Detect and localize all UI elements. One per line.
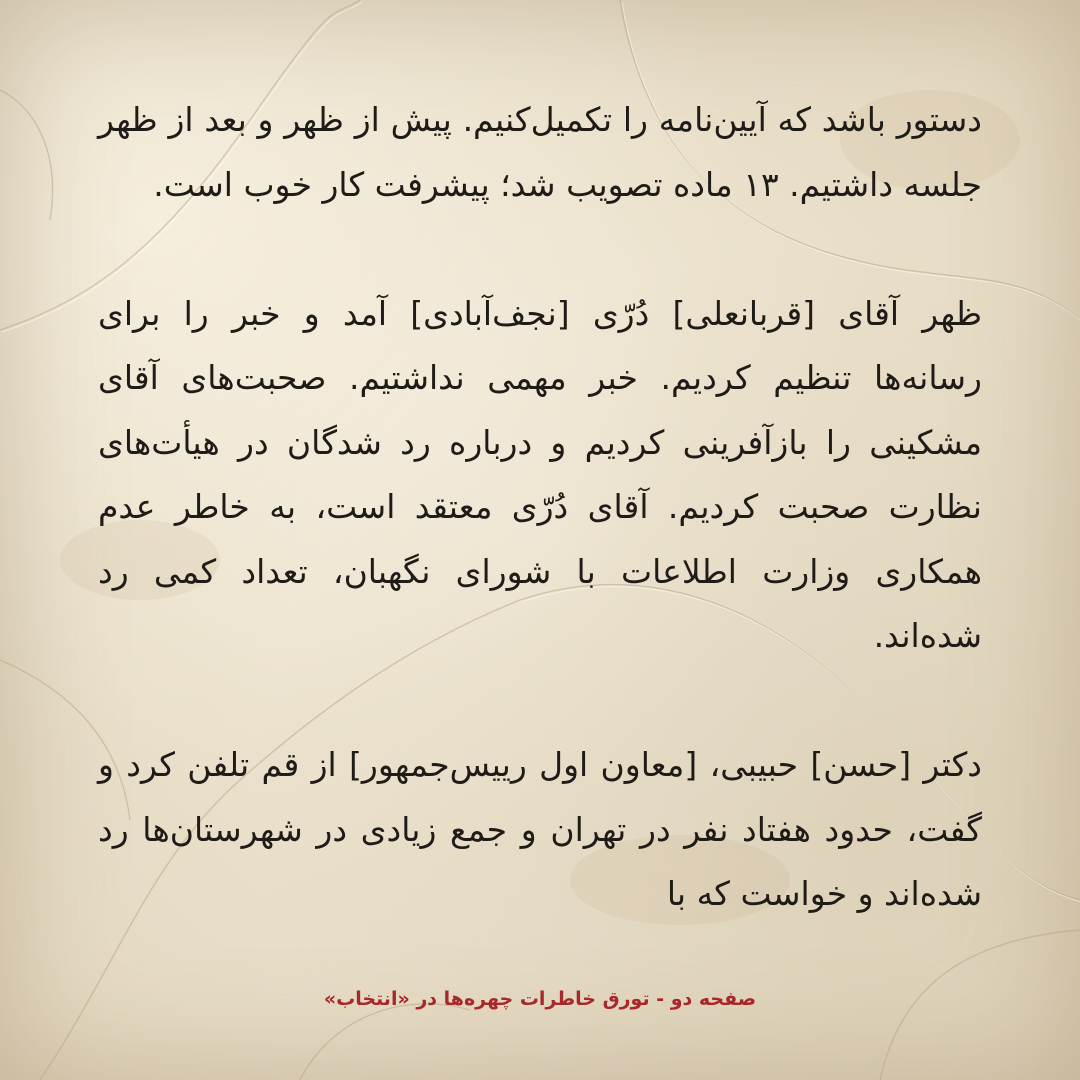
paragraph-1: دستور باشد که آیین‌نامه را تکمیل‌کنیم. پیش از ظهر و بعد از ظهر جلسه داشتیم. ۱۳ ماده تصویب شد؛ پیشرفت کار خوب است. [98,100,982,204]
paragraph-3: دکتر [حسن] حبیبی، [معاون اول رییس‌جمهور] از قم تلفن کرد و گفت، حدود هفتاد نفر در تهران و جمع زیادی در شهرستان‌ها رد شده‌اند و خواست که با [98,745,982,913]
page-footer-caption: صفحه دو - تورق خاطرات چهره‌ها در «انتخاب» [323,988,757,1010]
paragraph-2: ظهر آقای [قربانعلی] دُرّی [نجف‌آبادی] آمد و خبر را برای رسانه‌ها تنظیم کردیم. خبر مهمی نداشتیم. صحبت‌های آقای مشکینی را بازآفرینی کردیم و درباره رد شدگان در هیأت‌های نظارت صحبت کردیم. آقای دُرّی معتقد است، به خاطر عدم همکاری وزارت اطلاعات با شورای نگهبان، تعداد کمی رد شده‌اند. [98,293,982,655]
memoir-text [98,88,982,927]
